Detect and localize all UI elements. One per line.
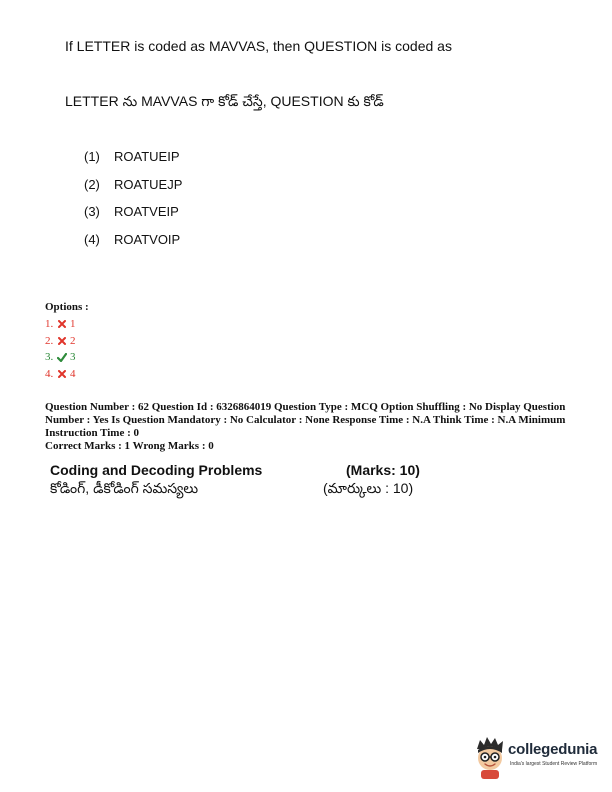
question-text-telugu: LETTER ను MAVVAS గా కోడ్ చేస్తే, QUESTION కు కోడ్ bbox=[65, 93, 384, 109]
section-marks-english: (Marks: 10) bbox=[346, 462, 420, 478]
section-title-telugu: కోడింగ్, డీకోడింగ్ సమస్యలు bbox=[50, 480, 199, 496]
options-list bbox=[45, 316, 76, 382]
option-row-4 bbox=[45, 366, 76, 383]
cross-icon bbox=[56, 370, 68, 378]
choice-text: ROATVEIP bbox=[114, 204, 179, 219]
question-metadata: Question Number : 62 Question Id : 6326864019 Question Type : MCQ Option Shuffling : No Display Question Number : Yes Is Question Mandatory : No Calculator : None Response Time : N.A Think Time : N.A Minimum Instruction Time : 0 bbox=[45, 401, 566, 439]
option-index: 2. bbox=[45, 334, 54, 347]
option-value: 4 bbox=[70, 367, 76, 380]
choice-number: (4) bbox=[84, 231, 100, 247]
cross-icon bbox=[56, 320, 68, 328]
logo-wordmark: collegedunia bbox=[508, 741, 598, 758]
option-row-3 bbox=[45, 349, 76, 366]
choice-2 bbox=[84, 177, 284, 205]
options-heading: Options : bbox=[45, 301, 89, 313]
option-index: 3. bbox=[45, 351, 54, 364]
check-icon bbox=[56, 353, 68, 362]
option-value: 1 bbox=[70, 318, 76, 331]
option-value: 2 bbox=[70, 334, 76, 347]
collegedunia-logo bbox=[472, 735, 604, 779]
option-index: 1. bbox=[45, 318, 54, 331]
question-text-english: If LETTER is coded as MAVVAS, then QUESTION is coded as bbox=[65, 38, 452, 54]
choice-number: (2) bbox=[84, 176, 100, 192]
section-title-english: Coding and Decoding Problems bbox=[50, 462, 263, 478]
option-row-1 bbox=[45, 316, 76, 333]
choice-4 bbox=[84, 232, 284, 260]
choice-number: (1) bbox=[84, 149, 100, 164]
option-row-2 bbox=[45, 333, 76, 350]
section-marks-telugu: (మార్కులు : 10) bbox=[323, 480, 414, 496]
choice-text: ROATUEJP bbox=[114, 176, 183, 192]
option-value: 3 bbox=[70, 351, 76, 364]
cross-icon bbox=[56, 337, 68, 345]
answer-choices bbox=[84, 149, 284, 259]
choice-3 bbox=[84, 204, 284, 232]
mascot-face-icon bbox=[472, 735, 508, 779]
marks-info: Correct Marks : 1 Wrong Marks : 0 bbox=[45, 440, 214, 452]
option-index: 4. bbox=[45, 367, 54, 380]
choice-text: ROATVOIP bbox=[114, 231, 181, 247]
choice-1 bbox=[84, 149, 284, 177]
logo-tagline: India's largest Student Review Platform bbox=[510, 761, 598, 767]
choice-number: (3) bbox=[84, 204, 100, 219]
choice-text: ROATUEIP bbox=[114, 149, 180, 164]
